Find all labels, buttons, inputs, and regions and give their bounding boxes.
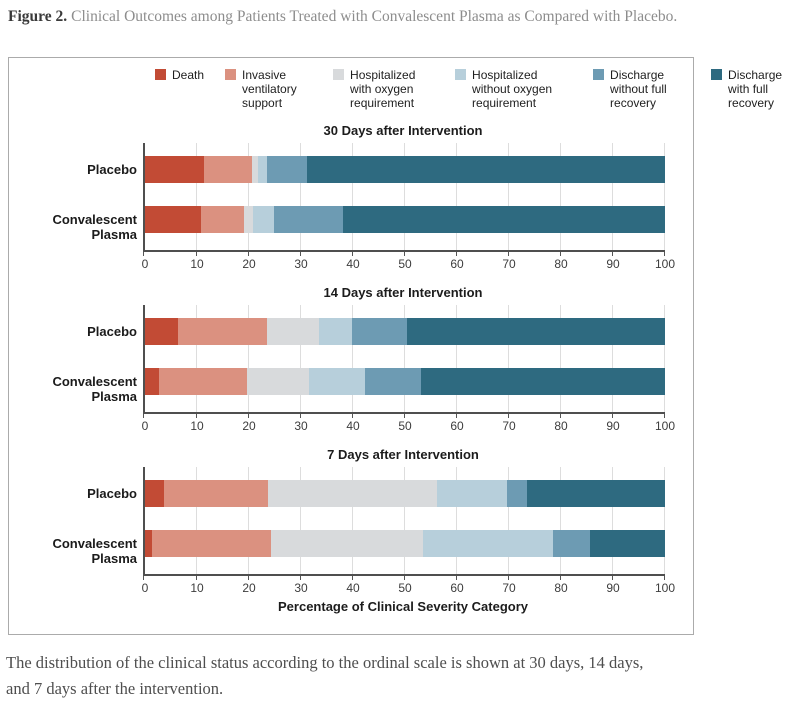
axis-tick	[664, 414, 665, 418]
bar-segment	[145, 368, 159, 395]
x-tick-label: 100	[654, 581, 676, 595]
x-tick-label: 0	[141, 581, 149, 595]
bar-segment	[319, 318, 353, 345]
figure-label: Figure 2.	[8, 8, 68, 25]
legend-swatch-icon	[225, 69, 236, 80]
axis-tick	[560, 576, 561, 580]
bar-segment	[159, 368, 247, 395]
x-tick-label: 10	[190, 257, 204, 271]
bar-segment	[437, 480, 507, 507]
legend-label: Hospitalized without oxygen requirement	[472, 68, 553, 110]
bar-segment	[309, 368, 365, 395]
stacked-bar	[145, 368, 665, 395]
x-tick-label: 20	[242, 257, 256, 271]
x-tick-label: 20	[242, 581, 256, 595]
x-tick-label: 50	[398, 581, 412, 595]
axis-tick	[664, 252, 665, 256]
legend-label: Death	[172, 68, 205, 82]
panel	[9, 285, 695, 437]
x-tick-label: 30	[294, 581, 308, 595]
x-tick-label: 90	[606, 581, 620, 595]
x-tick-label: 100	[654, 419, 676, 433]
bar-segment	[164, 480, 268, 507]
x-tick-label: 40	[346, 419, 360, 433]
legend-item	[155, 68, 204, 110]
axis-tick	[143, 576, 144, 580]
bar-segment	[343, 206, 665, 233]
axis-tick	[300, 576, 301, 580]
axis-tick	[560, 414, 561, 418]
x-tick-label: 10	[190, 581, 204, 595]
panel-title: 14 Days after Intervention	[323, 285, 483, 300]
legend-swatch-icon	[455, 69, 466, 80]
bar-segment	[267, 318, 319, 345]
bar-segment	[145, 530, 152, 557]
x-tick-label: 30	[294, 419, 308, 433]
axis-tick	[456, 252, 457, 256]
x-tick-label: 90	[606, 257, 620, 271]
bar-segment	[507, 480, 527, 507]
bar-segment	[258, 156, 266, 183]
bar-row-label: Convalescent Plasma	[52, 536, 137, 566]
bar-segment	[247, 368, 309, 395]
bar-row-label: Convalescent Plasma	[52, 374, 137, 404]
bar-segment	[423, 530, 553, 557]
legend-item	[711, 68, 794, 110]
bar-segment	[145, 156, 204, 183]
axis-tick	[300, 252, 301, 256]
bar-segment	[178, 318, 266, 345]
x-tick-label: 30	[294, 257, 308, 271]
x-tick-label: 40	[346, 581, 360, 595]
panel	[9, 123, 695, 275]
axis-tick	[508, 576, 509, 580]
bar-segment	[352, 318, 407, 345]
bar-segment	[267, 156, 308, 183]
axis-tick	[612, 252, 613, 256]
axis-tick	[612, 414, 613, 418]
axis-tick	[196, 576, 197, 580]
bar-segment	[553, 530, 590, 557]
axis-tick	[300, 414, 301, 418]
x-tick-label: 90	[606, 419, 620, 433]
legend-swatch-icon	[333, 69, 344, 80]
x-tick-label: 80	[554, 581, 568, 595]
stacked-bar	[145, 156, 665, 183]
axis-tick	[404, 414, 405, 418]
bar-segment	[201, 206, 244, 233]
bar-segment	[145, 206, 201, 233]
axis-tick	[248, 252, 249, 256]
axis-tick	[456, 576, 457, 580]
x-tick-label: 60	[450, 581, 464, 595]
axis-tick	[248, 576, 249, 580]
bar-segment	[590, 530, 665, 557]
axis-tick	[404, 252, 405, 256]
stacked-bar	[145, 480, 665, 507]
legend-label: Invasive ventilatory support	[242, 68, 297, 110]
bar-segment	[421, 368, 665, 395]
x-tick-label: 80	[554, 257, 568, 271]
bar-segment	[268, 480, 438, 507]
x-tick-label: 80	[554, 419, 568, 433]
legend-item	[225, 68, 312, 110]
x-tick-label: 10	[190, 419, 204, 433]
axis-tick	[664, 576, 665, 580]
axis-tick	[508, 252, 509, 256]
bar-segment	[271, 530, 423, 557]
bar-segment	[527, 480, 665, 507]
legend-swatch-icon	[593, 69, 604, 80]
legend-label: Discharge with full recovery	[728, 68, 783, 110]
x-tick-label: 0	[141, 419, 149, 433]
axis-tick	[560, 252, 561, 256]
x-tick-label: 0	[141, 257, 149, 271]
bar-row-label: Convalescent Plasma	[52, 212, 137, 242]
axis-tick	[248, 414, 249, 418]
axis-tick	[196, 414, 197, 418]
figure-title	[8, 4, 694, 29]
bar-segment	[204, 156, 252, 183]
legend	[155, 68, 794, 110]
plot-area	[52, 467, 676, 595]
figure-box	[8, 57, 783, 635]
bar-row-label: Placebo	[87, 324, 137, 339]
axis-tick	[196, 252, 197, 256]
x-tick-label: 70	[502, 257, 516, 271]
bar-segment	[152, 530, 272, 557]
bar-row-label: Placebo	[87, 162, 137, 177]
bar-segment	[274, 206, 343, 233]
x-tick-label: 40	[346, 257, 360, 271]
axis-tick	[143, 252, 144, 256]
x-tick-label: 60	[450, 419, 464, 433]
panel-title: 30 Days after Intervention	[323, 123, 483, 138]
panel	[9, 447, 695, 599]
x-tick-label: 50	[398, 257, 412, 271]
x-tick-label: 100	[654, 257, 676, 271]
bar-segment	[407, 318, 665, 345]
legend-item	[455, 68, 572, 110]
x-tick-label: 20	[242, 419, 256, 433]
plot-area	[52, 143, 676, 271]
figure-caption: The distribution of the clinical status according to the ordinal scale is shown at 30 days, 14 days, and 7 days after the intervention.	[6, 653, 644, 698]
axis-tick	[352, 414, 353, 418]
legend-item	[333, 68, 434, 110]
bar-row-label: Placebo	[87, 486, 137, 501]
axis-tick	[352, 576, 353, 580]
stacked-bar	[145, 318, 665, 345]
bar-segment	[253, 206, 275, 233]
legend-item	[593, 68, 690, 110]
x-tick-label: 60	[450, 257, 464, 271]
axis-tick	[612, 576, 613, 580]
plot-area	[52, 305, 676, 433]
bar-segment	[244, 206, 253, 233]
axis-tick	[508, 414, 509, 418]
bar-segment	[145, 480, 164, 507]
bar-segment	[145, 318, 178, 345]
x-axis-title: Percentage of Clinical Severity Category	[278, 599, 528, 614]
legend-swatch-icon	[155, 69, 166, 80]
axis-tick	[404, 576, 405, 580]
stacked-bar	[145, 530, 665, 557]
stacked-bar	[145, 206, 665, 233]
axis-tick	[143, 414, 144, 418]
legend-label: Discharge without full recovery	[610, 68, 667, 110]
axis-tick	[456, 414, 457, 418]
x-tick-label: 50	[398, 419, 412, 433]
legend-label: Hospitalized with oxygen requirement	[350, 68, 416, 110]
panel-title: 7 Days after Intervention	[327, 447, 479, 462]
legend-swatch-icon	[711, 69, 722, 80]
bar-segment	[365, 368, 420, 395]
bar-segment	[307, 156, 665, 183]
axis-tick	[352, 252, 353, 256]
x-tick-label: 70	[502, 419, 516, 433]
x-tick-label: 70	[502, 581, 516, 595]
figure-title-text: Clinical Outcomes among Patients Treated with Convalescent Plasma as Compared with Placebo.	[71, 8, 678, 25]
